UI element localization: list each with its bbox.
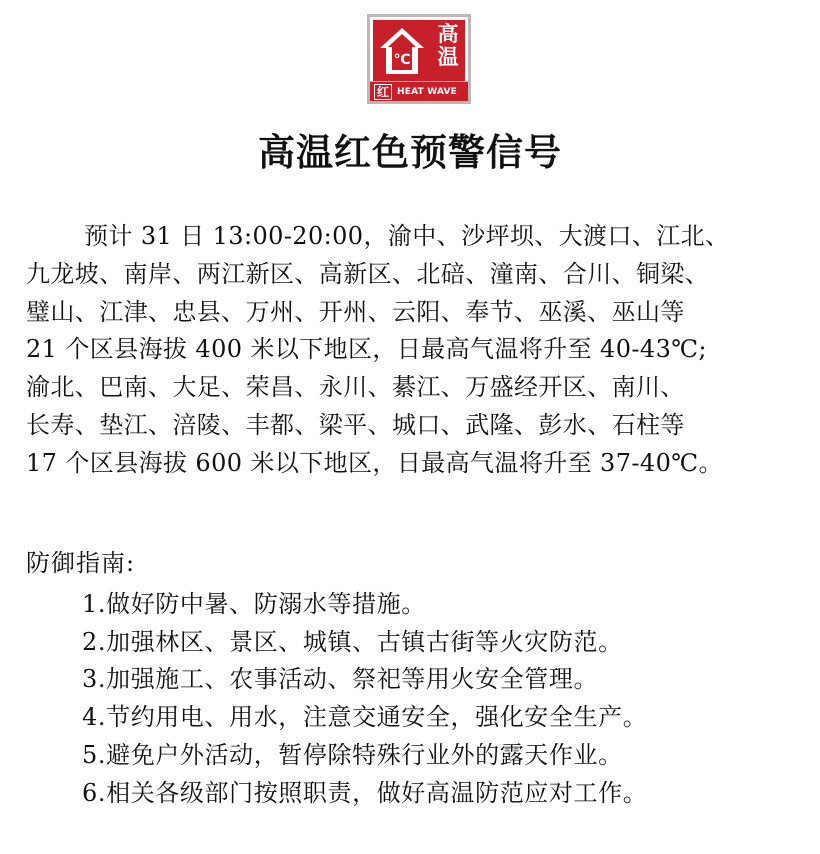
paragraph-line: 预计 31 日 13:00-20:00，渝中、沙坪坝、大渡口、江北、 <box>84 222 730 250</box>
logo-bottom-bar <box>370 81 468 101</box>
guide-item: 2.加强林区、景区、城镇、古镇古街等火灾防范。 <box>82 627 623 656</box>
logo-level-badge: 红 <box>374 84 392 100</box>
guide-item: 4.节约用电、用水，注意交通安全，强化安全生产。 <box>82 703 648 732</box>
guide-item: 1.做好防中暑、防溺水等措施。 <box>82 590 426 618</box>
house-thermometer-icon <box>378 26 426 76</box>
forecast-paragraph <box>26 218 806 483</box>
logo-char-top: 高 <box>437 22 459 46</box>
logo-english-label: HEAT WAVE <box>397 86 458 97</box>
paragraph-line: 长寿、垫江、涪陵、丰都、梁平、城口、武隆、彭水、石柱等 <box>26 410 685 439</box>
page-title: 高温红色预警信号 <box>258 131 562 174</box>
paragraph-line: 17 个区县海拔 600 米以下地区，日最高气温将升至 37-40℃。 <box>26 448 723 477</box>
paragraph-line: 21 个区县海拔 400 米以下地区，日最高气温将升至 40-43℃; <box>26 335 707 364</box>
heat-wave-warning-logo <box>367 14 471 104</box>
logo-celsius: ℃ <box>393 52 411 68</box>
paragraph-line: 九龙坡、南岸、两江新区、高新区、北碚、潼南、合川、铜梁、 <box>26 259 710 288</box>
guide-list <box>82 586 647 812</box>
guide-heading: 防御指南: <box>26 549 136 577</box>
paragraph-line: 璧山、江津、忠县、万州、开州、云阳、奉节、巫溪、巫山等 <box>26 297 685 326</box>
guide-item: 6.相关各级部门按照职责，做好高温防范应对工作。 <box>82 778 648 807</box>
guide-item: 3.加强施工、农事活动、祭祀等用火安全管理。 <box>82 665 599 694</box>
guide-item: 5.避免户外活动，暂停除特殊行业外的露天作业。 <box>82 740 623 769</box>
logo-chinese-label <box>431 23 465 69</box>
logo-char-bottom: 温 <box>437 45 459 69</box>
paragraph-line: 渝北、巴南、大足、荣昌、永川、綦江、万盛经开区、南川、 <box>26 373 685 402</box>
